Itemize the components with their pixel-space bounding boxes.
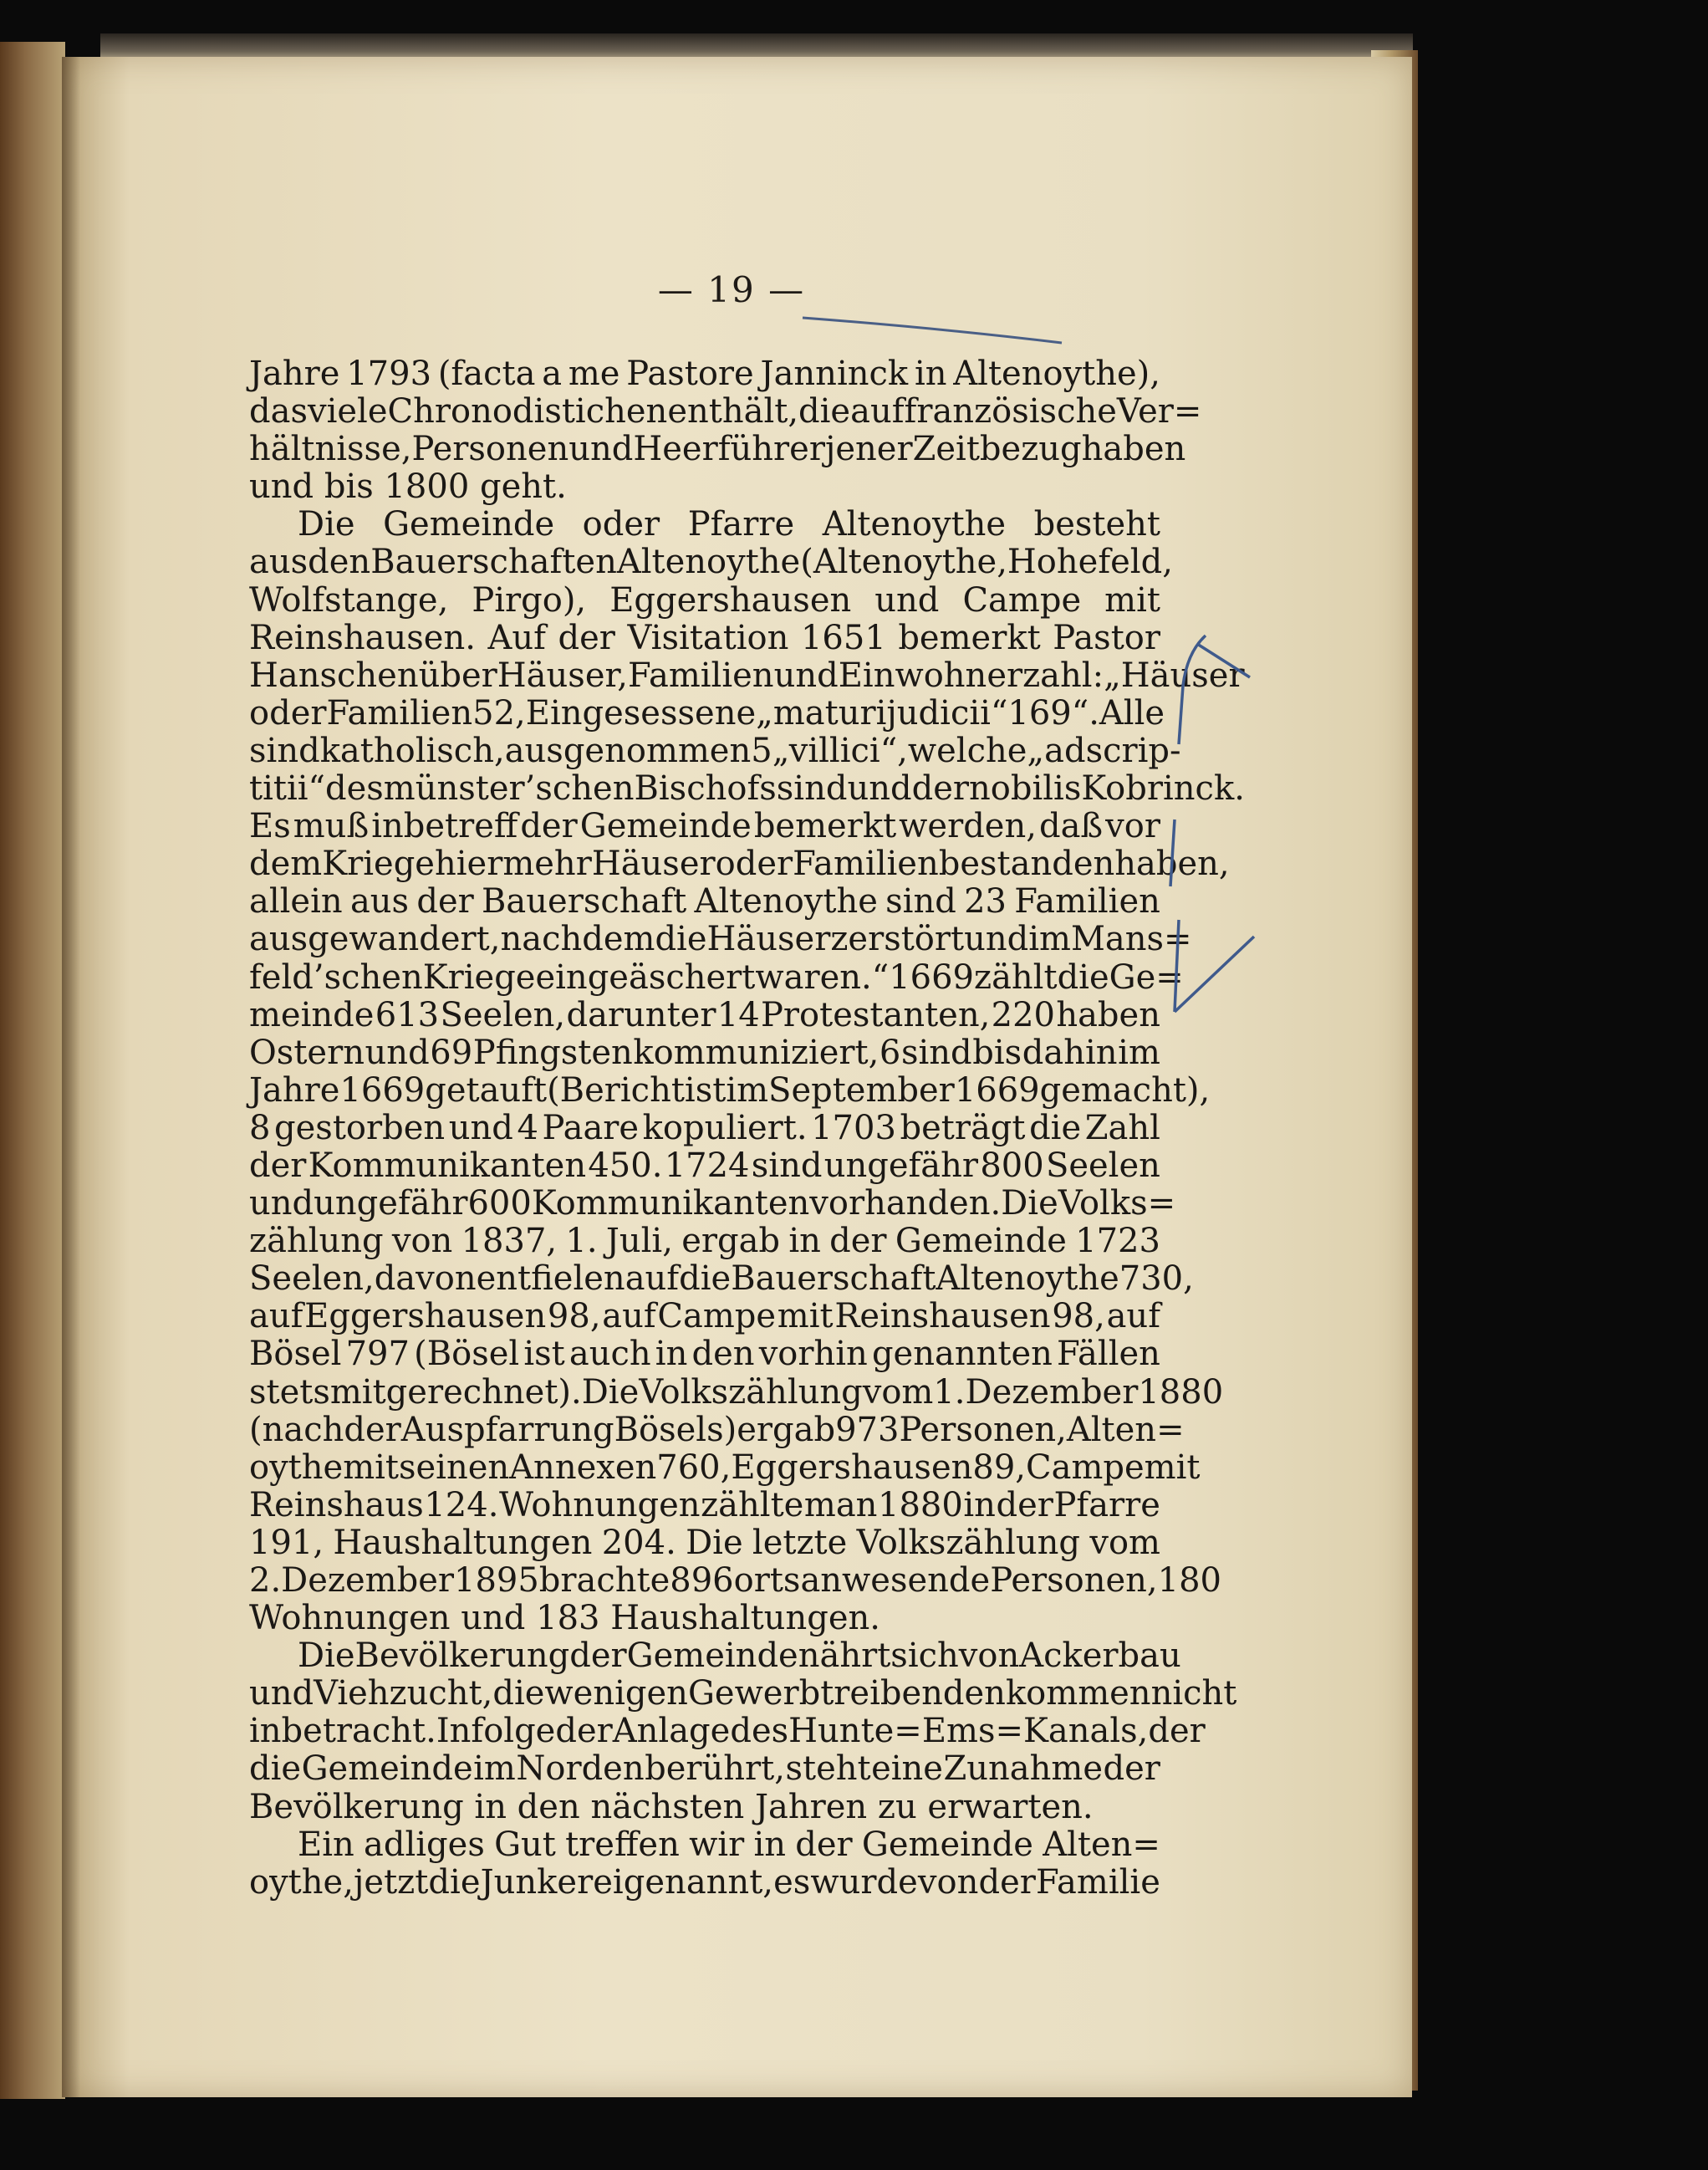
text-line: 2. Dezember 1895 brachte 896 ortsanwesende Personen, 180 <box>249 1561 1221 1600</box>
text-line: und Viehzucht, die wenigen Gewerbtreibenden kommen nicht <box>249 1674 1237 1713</box>
text-line: inbetracht. Infolge der Anlage des Hunte=Ems=Kanals, der <box>249 1712 1206 1751</box>
text-line: auf Eggershausen 98, auf Campe mit Reinshausen 98, auf <box>249 1297 1160 1336</box>
text-line: Ostern und 69 Pfingsten kommuniziert, 6 sind bis dahin im <box>249 1033 1160 1072</box>
text-line: Hanschen über Häuser, Familien und Einwohnerzahl: „Häuser <box>249 656 1245 695</box>
text-line: ausgewandert, nachdem die Häuser zerstört und im Mans= <box>249 920 1192 959</box>
text-line: Bevölkerung in den nächsten Jahren zu erwarten. <box>249 1787 1094 1826</box>
text-line: dem Kriege hier mehr Häuser oder Familien bestanden haben, <box>249 845 1230 884</box>
text-line: Reinshausen. Auf der Visitation 1651 bemerkt Pastor <box>249 618 1160 657</box>
text-line: stets mitgerechnet). Die Volkszählung vom 1. Dezember 1880 <box>249 1372 1224 1412</box>
text-line: Wolfstange, Pirgo), Eggershausen und Campe mit <box>249 580 1160 620</box>
text-line: der Kommunikanten 450. 1724 sind ungefähr 800 Seelen <box>249 1146 1160 1185</box>
text-line: allein aus der Bauerschaft Altenoythe sind 23 Familien <box>249 882 1160 922</box>
left-page-edge <box>0 42 65 2099</box>
text-line: die Gemeinde im Norden berührt, steht eine Zunahme der <box>249 1749 1160 1789</box>
page-number: — 19 — <box>657 269 806 310</box>
text-line: Seelen, davon entfielen auf die Bauerschaft Altenoythe 730, <box>249 1259 1194 1299</box>
text-line: feld’schen Kriege eingeäschert waren.“ 1669 zählt die Ge= <box>249 957 1184 997</box>
text-line: hältnisse, Personen und Heerführer jener Zeit bezug haben <box>249 430 1186 469</box>
text-line: oder Familien 52, Eingesessene „maturi judicii“ 169“. Alle <box>249 693 1165 733</box>
text-line: Reinshaus 124. Wohnungen zählte man 1880 in der Pfarre <box>249 1485 1160 1524</box>
text-line: Die Bevölkerung der Gemeinde nährt sich von Ackerbau <box>298 1636 1181 1676</box>
text-line: Jahre 1669 getauft (Bericht ist im September 1669 gemacht), <box>249 1070 1211 1110</box>
text-line: sind katholisch, ausgenommen 5 „villici“, welche „adscrip- <box>249 731 1181 770</box>
text-line: (nach der Auspfarrung Bösels) ergab 973 Personen, Alten= <box>249 1410 1185 1449</box>
body-text <box>249 355 1245 1902</box>
text-line: oythe mit seinen Annexen 760, Eggershausen 89, Campe mit <box>249 1448 1201 1487</box>
text-line: Wohnungen und 183 Haushaltungen. <box>249 1599 880 1638</box>
text-line: und bis 1800 geht. <box>249 467 567 507</box>
text-line: oythe, jetzt die Junkerei genannt, es wurde von der Familie <box>249 1862 1160 1902</box>
page-gutter-shadow <box>62 57 80 2097</box>
text-line: Ein adliges Gut treffen wir in der Gemeinde Alten= <box>298 1825 1160 1864</box>
text-line: und ungefähr 600 Kommunikanten vorhanden. Die Volks= <box>249 1184 1176 1223</box>
text-line: Jahre 1793 (facta a me Pastore Janninck in Altenoythe), <box>249 355 1160 393</box>
text-line: aus den Bauerschaften Altenoythe (Altenoythe, Hohefeld, <box>249 543 1173 582</box>
text-line: das viele Chronodistichen enthält, die auf französische Ver= <box>249 392 1202 431</box>
text-line: meinde 613 Seelen, darunter 14 Protestanten, 220 haben <box>249 995 1160 1034</box>
text-line: Es muß inbetreff der Gemeinde bemerkt werden, daß vor <box>249 807 1160 846</box>
text-line: 191, Haushaltungen 204. Die letzte Volkszählung vom <box>249 1523 1160 1562</box>
text-line: 8 gestorben und 4 Paare kopuliert. 1703 beträgt die Zahl <box>249 1108 1160 1147</box>
text-line: titii“ des münster’schen Bischofs sind und der nobilis Kobrinck. <box>249 769 1245 809</box>
text-line: Die Gemeinde oder Pfarre Altenoythe besteht <box>298 505 1160 544</box>
text-line: zählung von 1837, 1. Juli, ergab in der Gemeinde 1723 <box>249 1222 1160 1261</box>
text-line: Bösel 797 (Bösel ist auch in den vorhin genannten Fällen <box>249 1335 1160 1374</box>
